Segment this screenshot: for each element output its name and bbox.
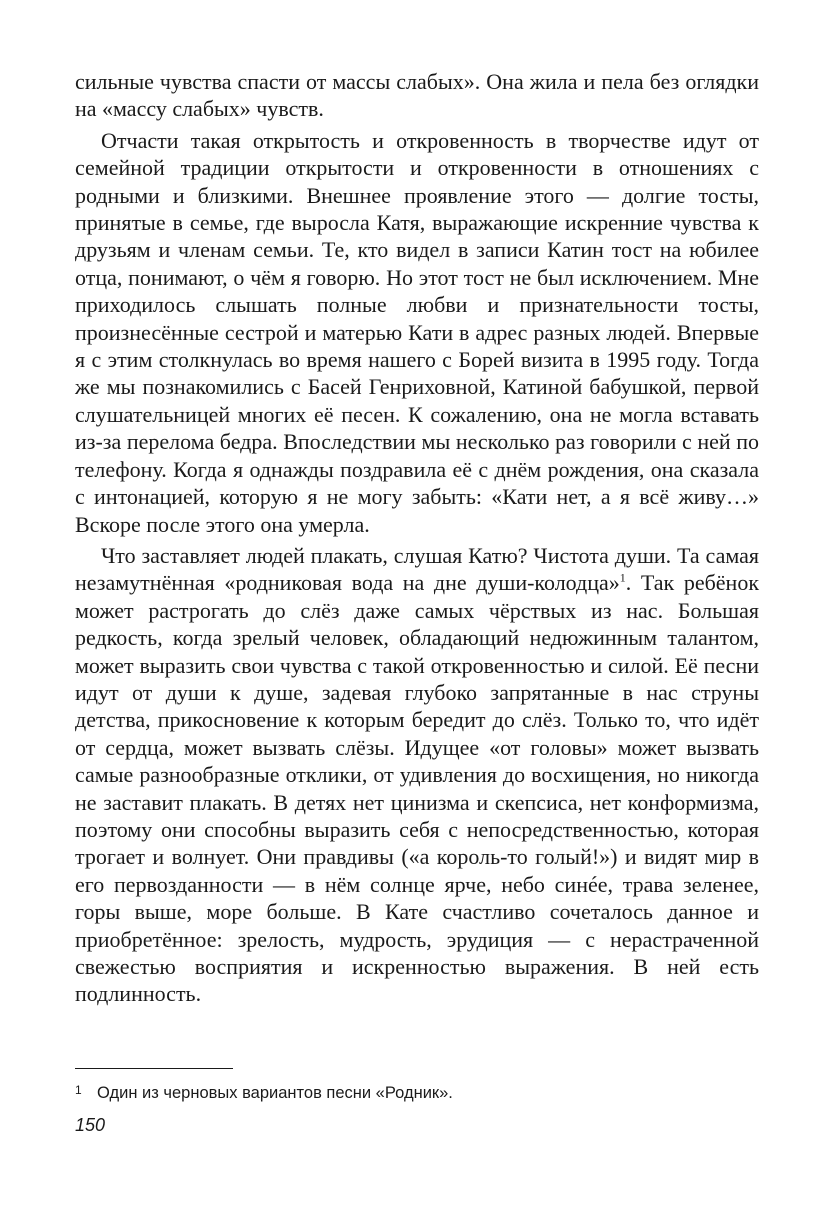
- paragraph-3: [75, 542, 759, 1008]
- footnote-ref-punctuation: .: [625, 570, 632, 596]
- footnote: [75, 1083, 759, 1103]
- paragraph-3-rest: Так ребёнок может растрогать до слёз даже самых чёрствых из нас. Большая редкость, когда зрелый человек, обладающий недюжинным талантом, может выразить свои чувства с такой откровенностью и силой. Её песни идут от души к душе, задевая глубоко запрятанные в нас струны детства, прикосновение к которым бередит до слёз. Только то, что идёт от сердца, может вызвать слёзы. Идущее «от головы» может вызвать самые разнообразные отклики, от удивления до восхищения, но никогда не заставит плакать. В детях нет цинизма и скепсиса, нет конформизма, поэтому они способны выразить себя с непосредственностью, которая трогает и волнует. Они правдивы («а король-то голый!») и видят мир в его первозданности — в нём солнце ярче, небо синéе, трава зеленее, горы выше, море больше. В Кате счастливо сочеталось данное и приобретённое: зрелость, мудрость, эрудиция — с нерастраченной свежестью восприятия и искренностью выражения. В ней есть подлинность.: [75, 570, 760, 1007]
- footnote-reference[interactable]: 1: [619, 570, 626, 585]
- footnote-text: Один из черновых вариантов песни «Родник».: [97, 1084, 453, 1102]
- paragraph-2: Отчасти такая открытость и откровенность в творчестве идут от семейной традиции открытости и откровенности в отношениях с родными и близкими. Внешнее проявление этого — долгие тосты, принятые в семье, где выросла Катя, выражающие искренние чувства к друзьям и членам семьи. Те, кто видел в записи Катин тост на юбилее отца, понимают, о чём я говорю. Но этот тост не был исключением. Мне приходилось слышать полные любви и признательности тосты, произнесённые сестрой и матерью Кати в адрес разных людей. Впервые я с этим столкнулась во время нашего с Борей визита в 1995 году. Тогда же мы познакомились с Басей Генриховной, Катиной бабушкой, первой слушательницей многих её песен. К сожалению, она не могла вставать из-за перелома бедра. Впоследствии мы несколько раз говорили с ней по телефону. Когда я однажды поздравила её с днём рождения, она сказала с интонацией, которую я не могу забыть: «Кати нет, а я всё живу…» Вскоре после этого она умерла.: [75, 127, 759, 537]
- paragraph-3-lead: Что заставляет людей плакать, слушая Катю? Чистота души. Та самая незамутнённая «родниковая вода на дне души-колодца»: [75, 542, 759, 596]
- paragraph-1: сильные чувства спасти от массы слабых». Она жила и пела без оглядки на «массу слабых» чувств.: [75, 69, 759, 122]
- footnote-number: 1: [75, 1083, 82, 1097]
- footnote-divider: [75, 1068, 233, 1069]
- main-text: [75, 68, 759, 1008]
- page-number: 150: [75, 1115, 106, 1135]
